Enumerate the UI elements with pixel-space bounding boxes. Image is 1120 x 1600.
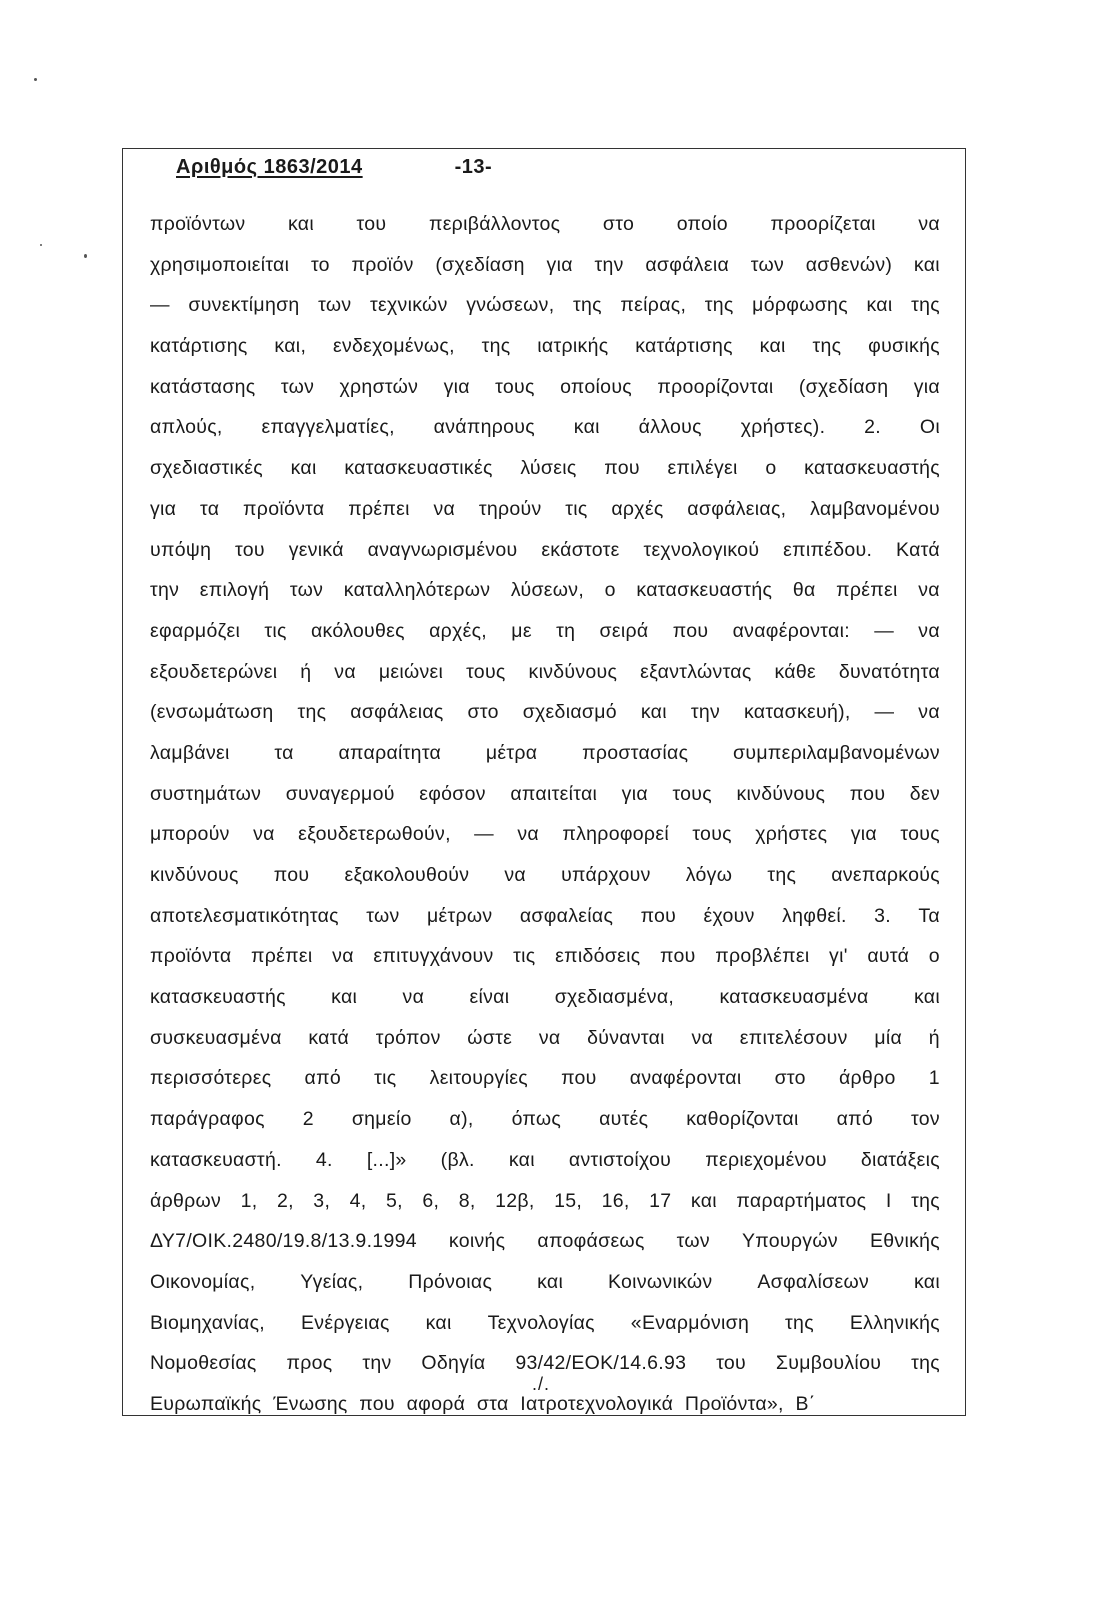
body-line: εξουδετερώνει ή να μειώνει τους κινδύνους εξαντλώντας κάθε δυνατότητα: [150, 660, 940, 683]
body-line: συσκευασμένα κατά τρόπον ώστε να δύνανται να επιτελέσουν μία ή: [150, 1026, 940, 1049]
body-line: απλούς, επαγγελματίες, ανάπηρους και άλλους χρήστες). 2. Οι: [150, 416, 940, 439]
body-line: αποτελεσματικότητας των μέτρων ασφαλείας που έχουν ληφθεί. 3. Τα: [150, 904, 940, 927]
body-line: — συνεκτίμηση των τεχνικών γνώσεων, της πείρας, της μόρφωσης και της: [150, 294, 940, 317]
body-text: [150, 204, 940, 1425]
body-line: Βιομηχανίας, Ενέργειας και Τεχνολογίας «Εναρμόνιση της Ελληνικής: [150, 1311, 940, 1334]
body-line: κατασκευαστής και να είναι σχεδιασμένα, κατασκευασμένα και: [150, 986, 940, 1009]
body-line: κινδύνους που εξακολουθούν να υπάρχουν λόγω της ανεπαρκούς: [150, 864, 940, 886]
body-line: Ευρωπαϊκής Ένωσης που αφορά στα Ιατροτεχνολογικά Προϊόντα», Β΄: [150, 1392, 816, 1415]
body-line: παράγραφος 2 σημείο α), όπως αυτές καθορίζονται από τον: [150, 1108, 940, 1131]
case-number: Αριθμός 1863/2014: [176, 156, 363, 178]
continuation-mark: ./.: [532, 1374, 551, 1394]
body-line: υπόψη του γενικά αναγνωρισμένου εκάστοτε τεχνολογικού επιπέδου. Κατά: [150, 538, 940, 561]
body-line: χρησιμοποιείται το προϊόν (σχεδίαση για την ασφάλεια των ασθενών) και: [150, 253, 940, 276]
body-line: (ενσωμάτωση της ασφάλειας στο σχεδιασμό και την κατασκευή), — να: [150, 701, 940, 724]
body-line: Νομοθεσίας προς την Οδηγία 93/42/ΕΟΚ/14.6.93 του Συμβουλίου της: [150, 1352, 940, 1375]
body-line: για τα προϊόντα πρέπει να τηρούν τις αρχές ασφάλειας, λαμβανομένου: [150, 497, 940, 520]
body-line: ΔΥ7/ΟΙΚ.2480/19.8/13.9.1994 κοινής αποφάσεως των Υπουργών Εθνικής: [150, 1230, 940, 1253]
document-header: [176, 156, 492, 186]
body-line: κατάστασης των χρηστών για τους οποίους προορίζονται (σχεδίαση για: [150, 375, 940, 398]
page-number: -13-: [454, 156, 493, 178]
body-line: κατασκευαστή. 4. [...]» (βλ. και αντιστοίχου περιεχομένου διατάξεις: [150, 1148, 940, 1171]
body-line: προϊόντα πρέπει να επιτυγχάνουν τις επιδόσεις που προβλέπει γι' αυτά ο: [150, 945, 940, 968]
body-line: την επιλογή των καταλληλότερων λύσεων, ο κατασκευαστής θα πρέπει να: [150, 579, 940, 602]
body-line: λαμβάνει τα απαραίτητα μέτρα προστασίας συμπεριλαμβανομένων: [150, 741, 940, 764]
body-line: άρθρων 1, 2, 3, 4, 5, 6, 8, 12β, 15, 16, 17 και παραρτήματος Ι της: [150, 1189, 940, 1212]
body-line: κατάρτισης και, ενδεχομένως, της ιατρικής κατάρτισης και της φυσικής: [150, 335, 940, 358]
body-line: συστημάτων συναγερμού εφόσον απαιτείται για τους κινδύνους που δεν: [150, 782, 940, 805]
body-line: προϊόντων και του περιβάλλοντος στο οποίο προορίζεται να: [150, 213, 940, 235]
body-line: μπορούν να εξουδετερωθούν, — να πληροφορεί τους χρήστες για τους: [150, 823, 940, 846]
scan-speck: [84, 254, 87, 258]
body-line: Οικονομίας, Υγείας, Πρόνοιας και Κοινωνικών Ασφαλίσεων και: [150, 1270, 940, 1293]
scan-speck: [34, 78, 37, 81]
body-line: σχεδιαστικές και κατασκευαστικές λύσεις που επιλέγει ο κατασκευαστής: [150, 457, 940, 480]
body-line: περισσότερες από τις λειτουργίες που αναφέρονται στο άρθρο 1: [150, 1067, 940, 1090]
scan-speck: [40, 244, 42, 246]
body-line: εφαρμόζει τις ακόλουθες αρχές, με τη σειρά που αναφέρονται: — να: [150, 619, 940, 642]
